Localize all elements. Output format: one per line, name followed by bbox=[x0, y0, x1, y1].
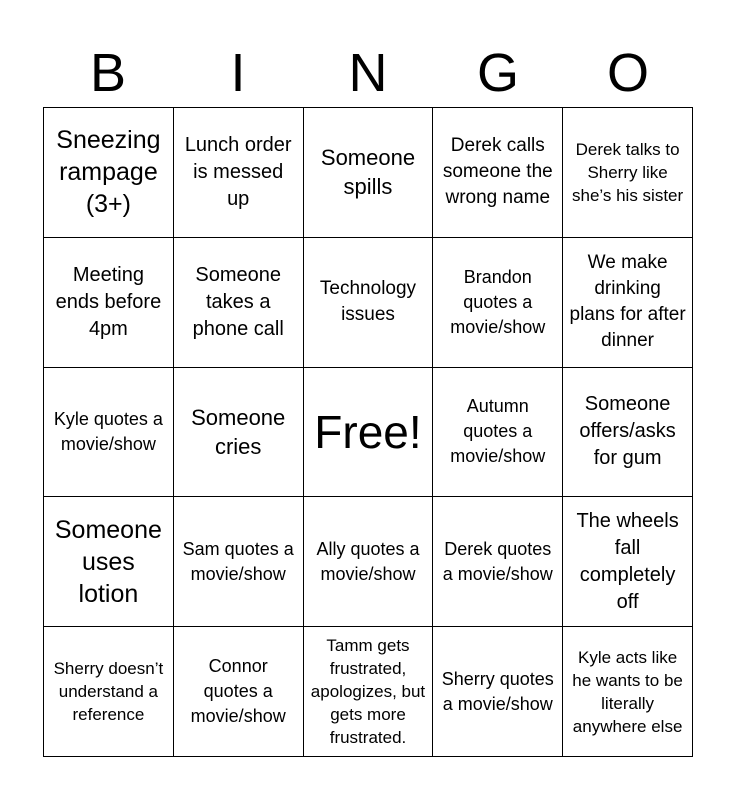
bingo-cell-r1-c4[interactable] bbox=[433, 108, 563, 238]
cell-text: Sherry quotes a movie/show bbox=[441, 668, 554, 714]
cell-text: The wheels fall completely off bbox=[576, 509, 679, 613]
cell-text: Ally quotes a movie/show bbox=[316, 538, 420, 584]
bingo-header bbox=[43, 42, 693, 104]
bingo-cell-r5-c5[interactable] bbox=[563, 627, 693, 757]
bingo-cell-r5-c2[interactable] bbox=[174, 627, 304, 757]
bingo-cell-r3-c5[interactable] bbox=[563, 368, 693, 498]
bingo-cell-r3-c2[interactable] bbox=[174, 368, 304, 498]
cell-text: Autumn quotes a movie/show bbox=[450, 396, 546, 467]
cell-text: Someone spills bbox=[320, 145, 416, 200]
bingo-cell-r4-c1[interactable] bbox=[44, 497, 174, 627]
bingo-cell-r3-c4[interactable] bbox=[433, 368, 563, 498]
bingo-cell-r3-c1[interactable] bbox=[44, 368, 174, 498]
header-letter-g: G bbox=[476, 43, 519, 103]
bingo-cell-r1-c5[interactable] bbox=[563, 108, 693, 238]
bingo-cell-r5-c4[interactable] bbox=[433, 627, 563, 757]
cell-text: Brandon quotes a movie/show bbox=[450, 266, 546, 337]
cell-text: Tamm gets frustrated, apologizes, but gets more frustrated. bbox=[310, 636, 426, 748]
bingo-cell-free[interactable] bbox=[304, 368, 434, 498]
bingo-cell-r2-c2[interactable] bbox=[174, 238, 304, 368]
cell-text: Meeting ends before 4pm bbox=[55, 263, 162, 340]
free-space-text: Free! bbox=[314, 405, 422, 458]
cell-text: Someone takes a phone call bbox=[192, 263, 284, 340]
bingo-card-grid bbox=[43, 107, 693, 757]
bingo-cell-r2-c1[interactable] bbox=[44, 238, 174, 368]
bingo-cell-r2-c3[interactable] bbox=[304, 238, 434, 368]
cell-text: Someone uses lotion bbox=[54, 515, 162, 608]
cell-text: Kyle acts like he wants to be literally anywhere else bbox=[572, 647, 683, 736]
bingo-cell-r2-c5[interactable] bbox=[563, 238, 693, 368]
cell-text: Technology issues bbox=[319, 278, 417, 326]
bingo-cell-r4-c3[interactable] bbox=[304, 497, 434, 627]
cell-text: Derek talks to Sherry like she’s his sister bbox=[572, 139, 684, 205]
bingo-cell-r2-c4[interactable] bbox=[433, 238, 563, 368]
header-letter-n: N bbox=[348, 43, 388, 103]
cell-text: Someone cries bbox=[191, 404, 286, 459]
header-letter-b: B bbox=[89, 43, 127, 103]
bingo-cell-r1-c1[interactable] bbox=[44, 108, 174, 238]
cell-text: Derek calls someone the wrong name bbox=[442, 135, 553, 209]
cell-text: Derek quotes a movie/show bbox=[442, 538, 553, 584]
bingo-cell-r4-c2[interactable] bbox=[174, 497, 304, 627]
cell-text: Kyle quotes a movie/show bbox=[53, 408, 163, 454]
cell-text: Sneezing rampage (3+) bbox=[56, 126, 161, 219]
cell-text: Someone offers/asks for gum bbox=[579, 393, 676, 470]
bingo-cell-r5-c3[interactable] bbox=[304, 627, 434, 757]
bingo-cell-r5-c1[interactable] bbox=[44, 627, 174, 757]
cell-text: Sherry doesn’t understand a reference bbox=[53, 659, 164, 725]
cell-text: Connor quotes a movie/show bbox=[190, 656, 286, 727]
bingo-cell-r4-c4[interactable] bbox=[433, 497, 563, 627]
bingo-cell-r1-c3[interactable] bbox=[304, 108, 434, 238]
header-letter-i: I bbox=[230, 43, 246, 103]
bingo-cell-r4-c5[interactable] bbox=[563, 497, 693, 627]
bingo-cell-r1-c2[interactable] bbox=[174, 108, 304, 238]
cell-text: Lunch order is messed up bbox=[184, 133, 292, 210]
cell-text: Sam quotes a movie/show bbox=[182, 538, 294, 584]
cell-text: We make drinking plans for after dinner bbox=[569, 252, 686, 352]
header-letter-o: O bbox=[606, 43, 649, 103]
